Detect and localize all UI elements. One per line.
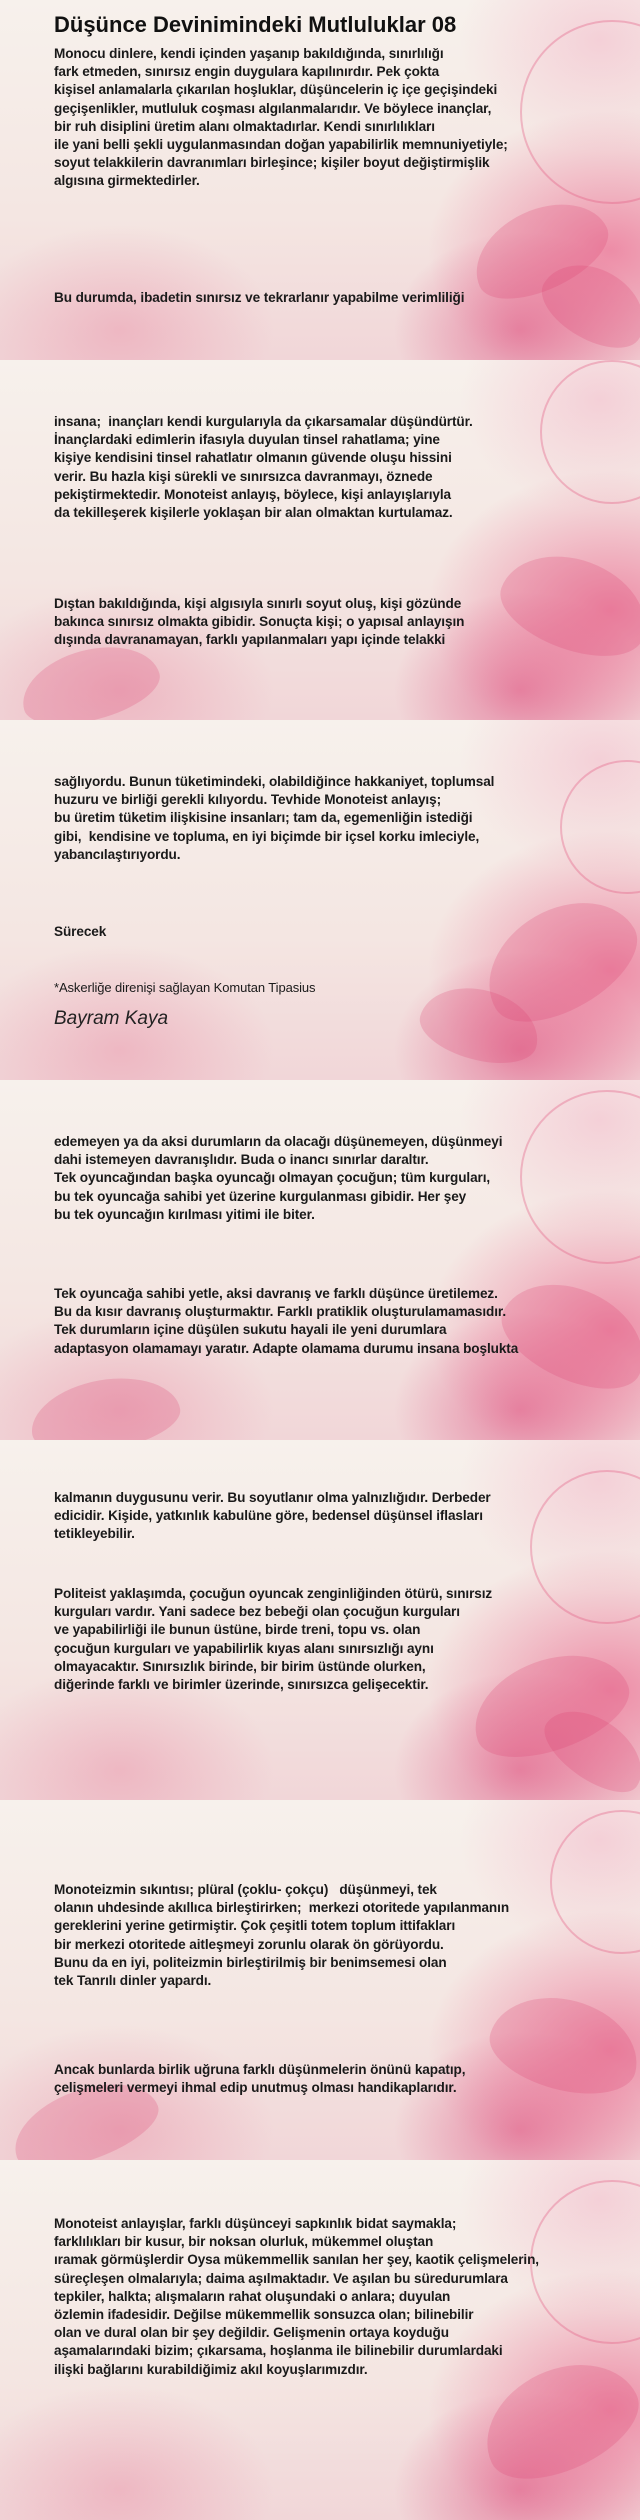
text-panel-2 [0,360,640,720]
paragraph: Monoteizmin sıkıntısı; plüral (çoklu- çokçu) düşünmeyi, tek olanın uhdesinde akıllıca birleştirirken; merkezi otoritede yapılanmanın gereklerini yerine getirmiştir. Çok çeşitli totem toplum ittifakları bir merkezi otoritede aitleşmeyi zorunlu olarak ön görüyordu. Bunu da en iyi, politeizmin birleştirilmiş bir benimsemesi olan tek Tanrılı dinler yapardı. [54,1882,510,1989]
paragraph: Monocu dinlere, kendi içinden yaşanıp bakıldığında, sınırlılığı fark etmeden, sınırsız engin duygulara kapılınırdır. Pek çokta kişisel anlamalarla çıkarılan hoşluklar, düşüncelerin iç içe geçişindeki geçişenlikler, mutluluk coşması algılanmalarıdır. Ve böylece inançlar, bir ruh disiplini üretim alanı olmaktadırlar. Kendi sınırlılıkları ile yani belli şekli uygulanmasından doğan yapabilirlik memnuniyetiyle; soyut telakkilerin davranımları birleşince; kişiler boyut değiştirmişlik algısına girmektedirler. [54,46,508,189]
text-panel-5 [0,1440,640,1800]
text-panel-7 [0,2160,640,2520]
page-title: Düşünce Devinimindeki Mutluluklar 08 [54,12,457,37]
paragraph: Tek oyuncağa sahibi yetle, aksi davranış ve farklı düşünce üretilemez. Bu da kısır davranış oluşturmaktır. Farklı pratiklik oluşturulamamasıdır. Tek durumların içine düşülen sukutu hayali ile yeni durumlara adaptasyon olamamayı yaratır. Adapte olamama durumu insana boşlukta [54,1286,519,1356]
paragraph: sağlıyordu. Bunun tüketimindeki, olabildiğince hakkaniyet, toplumsal huzuru ve birliği gerekli kılıyordu. Tevhide Monoteist anlayış; bu üretim tüketim ilişkisine insanları; tam da, egemenliğin istediği gibi, kendisine ve topluma, en iyi biçimde bir içsel korku imleciyle, yabancılaştırıyordu. [54,774,495,862]
text-panel-4 [0,1080,640,1440]
paragraph: Ancak bunlarda birlik uğruna farklı düşünmelerin önünü kapatıp, çelişmeleri vermeyi ihmal edip unutmuş olması handikaplarıdır. [54,2062,466,2096]
paragraph: Monoteist anlayışlar, farklı düşünceyi sapkınlık bidat saymakla; farklılıkları bir kusur, bir noksan olurluk, mükemmel oluştan ıramak görmüşlerdir Oysa mükemmellik sanılan her şey, kaotik çelişmelerin, süreçleşen olmalarıyla; daima aşılmaktadır. Ve aşılan bu süredurumlara tepkiler, halkta; alışmaların rahat oluşundaki o anlara; duyulan özlemin ifadesidir. Değilse mükemmellik sonsuzca olan; bilinebilir olan ve dural olan bir şey değildir. Gelişmenin ortaya koyduğu aşamalarındaki bizim; çıkarsama, hoşlanma ile bilinebilir durumlardaki ilişki bağlarını kurabildiğimiz akıl koyuşlarımızdır. [54,2216,539,2377]
author-signature: Bayram Kaya [54,1008,169,1029]
continued-label: Sürecek [54,924,107,939]
decorative-petal [25,1368,185,1440]
paragraph: Politeist yaklaşımda, çocuğun oyuncak zenginliğinden ötürü, sınırsız kurguları vardır. Yani sadece bez bebeği olan çocuğun kurguları ve yapabilirliği ile bunun üstüne, birde treni, topu vs. olan çocuğun kurguları ve yapabilirlik kıyas alanı sınırsızlığı aynı olmayacaktır. Sınırsızlık birinde, bir birim üstünde olurken, diğerinde farklı ve birimler üzerinde, sınırsızca gelişecektir. [54,1586,493,1693]
footnote: *Askerliğe direnişi sağlayan Komutan Tipasius [54,980,316,995]
paragraph: insana; inançları kendi kurgularıyla da çıkarsamalar düşündürtür. İnançlardaki edimlerin ifasıyla duyulan tinsel rahatlama; yine kişiye kendisini tinsel rahatlatır olmanın güvende oluşu hissini verir. Bu hazla kişi sürekli ve sınırsızca davranmayı, öznede pekiştirmektedir. Monoteist anlayış, böylece, kişi anlayışlarıyla da tekilleşerek kişilerle yoklaşan bir alan olmaktan kurtulamaz. [54,414,473,521]
paragraph: kalmanın duygusunu verir. Bu soyutlanır olma yalnızlığıdır. Derbeder edicidir. Kişide, yatkınlık kabulüne göre, bedensel düşünsel iflasları tetikleyebilir. [54,1490,491,1542]
text-panel-3 [0,720,640,1080]
paragraph: Dıştan bakıldığında, kişi algısıyla sınırlı soyut oluş, kişi gözünde bakınca sınırsız olmakta gibidir. Sonuçta kişi; o yapısal anlayışın dışında davranamayan, farklı yapılanmaları yapı içinde telakki [54,596,465,648]
text-panel-1 [0,0,640,360]
text-panel-6 [0,1800,640,2160]
paragraph: edemeyen ya da aksi durumların da olacağı düşünemeyen, düşünmeyi dahi istemeyen davranışlıdır. Buda o inancı sınırlar daraltır. Tek oyuncağından başka oyuncağı olmayan çocuğun; tüm kurguları, bu tek oyuncağa sahibi yet üzerine kurgulanması gibidir. Her şey bu tek oyuncağın kırılması yitimi ile biter. [54,1134,503,1222]
paragraph: Bu durumda, ibadetin sınırsız ve tekrarlanır yapabilme verimliliği [54,290,465,305]
